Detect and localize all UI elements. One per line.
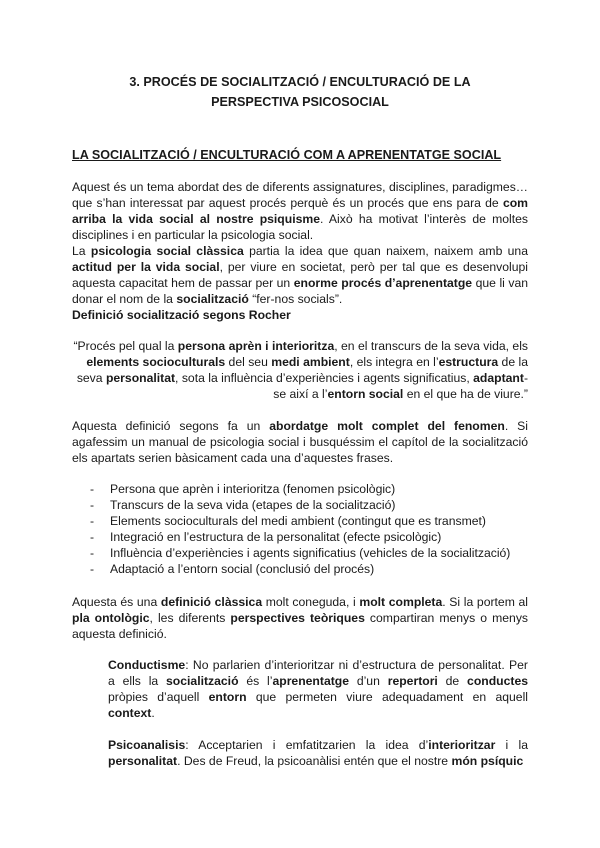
list-item (90, 545, 510, 561)
text-run: . Si la portem al (442, 595, 529, 609)
list-item (90, 513, 510, 529)
text-run: “fer-nos socials”. (248, 292, 343, 306)
text-run: i la (495, 738, 528, 752)
text-run: que permeten viure adequadament en aquell (246, 690, 528, 704)
paragraph-psicoanalisis (108, 737, 528, 769)
section-heading: LA SOCIALITZACIÓ / ENCULTURACIÓ COM A APRENENTATGE SOCIAL (72, 148, 502, 162)
bold-run: pla ontològic (72, 611, 150, 625)
text-run: , per viure en societat, però per tal que es desenvolupi aquesta capacitat hem de passar per un (72, 260, 529, 290)
paragraph-psicologia-social (72, 243, 528, 307)
text-run: , en el transcurs de la seva vida, els (334, 339, 528, 353)
text-run: , sota la influència d’experiències i agents significatius, (175, 371, 474, 385)
bold-run: entorn (208, 690, 247, 704)
bold-run: com arriba la vida social al nostre psiquisme (72, 196, 528, 226)
text-run: : Acceptarien i emfatitzarien la idea d’ (185, 738, 429, 752)
title-line-1: 3. PROCÉS DE SOCIALITZACIÓ / ENCULTURACIÓ DE LA (129, 75, 471, 89)
text-run: de (437, 674, 468, 688)
bold-run: medi ambient (271, 355, 350, 369)
bold-run: psicologia social clàssica (90, 244, 244, 258)
bold-run: personalitat (105, 371, 176, 385)
bold-run: perspectives teòriques (230, 611, 365, 625)
paragraph-definicio-classica (72, 594, 528, 642)
bold-run: aprenentatge (272, 674, 349, 688)
text-run: . Des de Freud, la psicoanàlisi entén que el nostre (177, 754, 452, 768)
list-dash: - (90, 530, 95, 544)
bold-run: context (108, 706, 152, 720)
list-dash: - (90, 498, 95, 512)
text-run: : No parlarien d’interioritzar ni d’estructura de personalitat. Per a ells la (108, 658, 528, 688)
definition-components-list (90, 481, 510, 577)
definition-heading (72, 307, 528, 323)
bold-run: Psicoanalisis (108, 738, 186, 752)
bold-run: socialització (176, 292, 249, 306)
text-run: Aquesta és una (72, 595, 161, 609)
text-run: pròpies d’aquell (108, 690, 209, 704)
text-run: compartiran menys o menys aquesta definició. (72, 611, 529, 641)
text-run: de la seva (76, 355, 528, 385)
list-item-text: Integració en l’estructura de la personalitat (efecte psicològic) (110, 530, 442, 544)
bold-run: actitud per la vida social (72, 260, 220, 274)
text-run: que li van donar el nom de la (72, 276, 529, 306)
bold-run: elements socioculturals (86, 355, 226, 369)
text-run: “Procés pel qual la (73, 339, 178, 353)
title-line-2: PERSPECTIVA PSICOSOCIAL (211, 95, 389, 109)
bold-run: món psíquic (451, 754, 524, 768)
bold-run: molt completa (359, 595, 443, 609)
list-item (90, 497, 510, 513)
list-item-text: Transcurs de la seva vida (etapes de la socialització) (110, 498, 396, 512)
list-item (90, 561, 510, 577)
text-run: molt coneguda, i (262, 595, 360, 609)
list-item (90, 529, 510, 545)
text-run: . Si agafessim un manual de psicologia social i busquéssim el capítol de la socialització els apartats serien bàsicament cada una d’aquestes frases. (72, 419, 529, 465)
text-run: és l’ (238, 674, 273, 688)
bold-run: adaptant (473, 371, 524, 385)
bold-run: persona aprèn i interioritza (177, 339, 335, 353)
bold-run: estructura (438, 355, 499, 369)
bold-run: Conductisme (108, 658, 186, 672)
bold-run: socialització (166, 674, 239, 688)
bold-run: interioritzar (428, 738, 496, 752)
list-item-text: Persona que aprèn i interioritza (fenomen psicològic) (110, 482, 396, 496)
text-run: Aquesta definició segons fa un (72, 419, 270, 433)
text-run: en el que ha de viure.” (403, 387, 528, 401)
list-item-text: Elements socioculturals del medi ambient (contingut que es transmet) (110, 514, 486, 528)
text-run: . Això ha motivat l’interès de moltes disciplines i en particular la psicologia social. (72, 212, 529, 242)
list-item-text: Influència d’experiències i agents significatius (vehicles de la socialització) (110, 546, 511, 560)
bold-run: conductes (467, 674, 528, 688)
text-run: partia la idea que quan naixem, naixem amb una (243, 244, 528, 258)
paragraph-intro (72, 179, 528, 243)
text-run: Aquest és un tema abordat des de diferents assignatures, disciplines, paradigmes… que s’han interessat par aquest procés perquè és un procés que ens para de (72, 180, 528, 210)
bold-run: enorme procés d’aprenentatge (293, 276, 473, 290)
bold-run: definició clàssica (160, 595, 263, 609)
text-run: d’un (349, 674, 388, 688)
bold-run: personalitat (108, 754, 178, 768)
document-title (60, 72, 540, 112)
bold-run: Definició socialització segons Rocher (72, 308, 291, 322)
rocher-quote (72, 338, 528, 402)
text-run: , les diferents (149, 611, 231, 625)
paragraph-abordatge (72, 418, 528, 466)
list-dash: - (90, 514, 95, 528)
bold-run: abordatge molt complet del fenomen (269, 419, 505, 433)
list-dash: - (90, 546, 95, 560)
text-run: , els integra en l’ (349, 355, 439, 369)
text-run: del seu (225, 355, 272, 369)
list-item (90, 481, 510, 497)
intro-block (72, 179, 528, 323)
paragraph-conductisme (108, 657, 528, 721)
list-dash: - (90, 482, 95, 496)
bold-run: entorn social (327, 387, 404, 401)
bold-run: repertori (387, 674, 438, 688)
text-run: -se així a l’ (273, 371, 528, 401)
list-item-text: Adaptació a l’entorn social (conclusió del procés) (110, 562, 375, 576)
text-run: . (151, 706, 155, 720)
list-dash: - (90, 562, 95, 576)
text-run: La (72, 244, 91, 258)
